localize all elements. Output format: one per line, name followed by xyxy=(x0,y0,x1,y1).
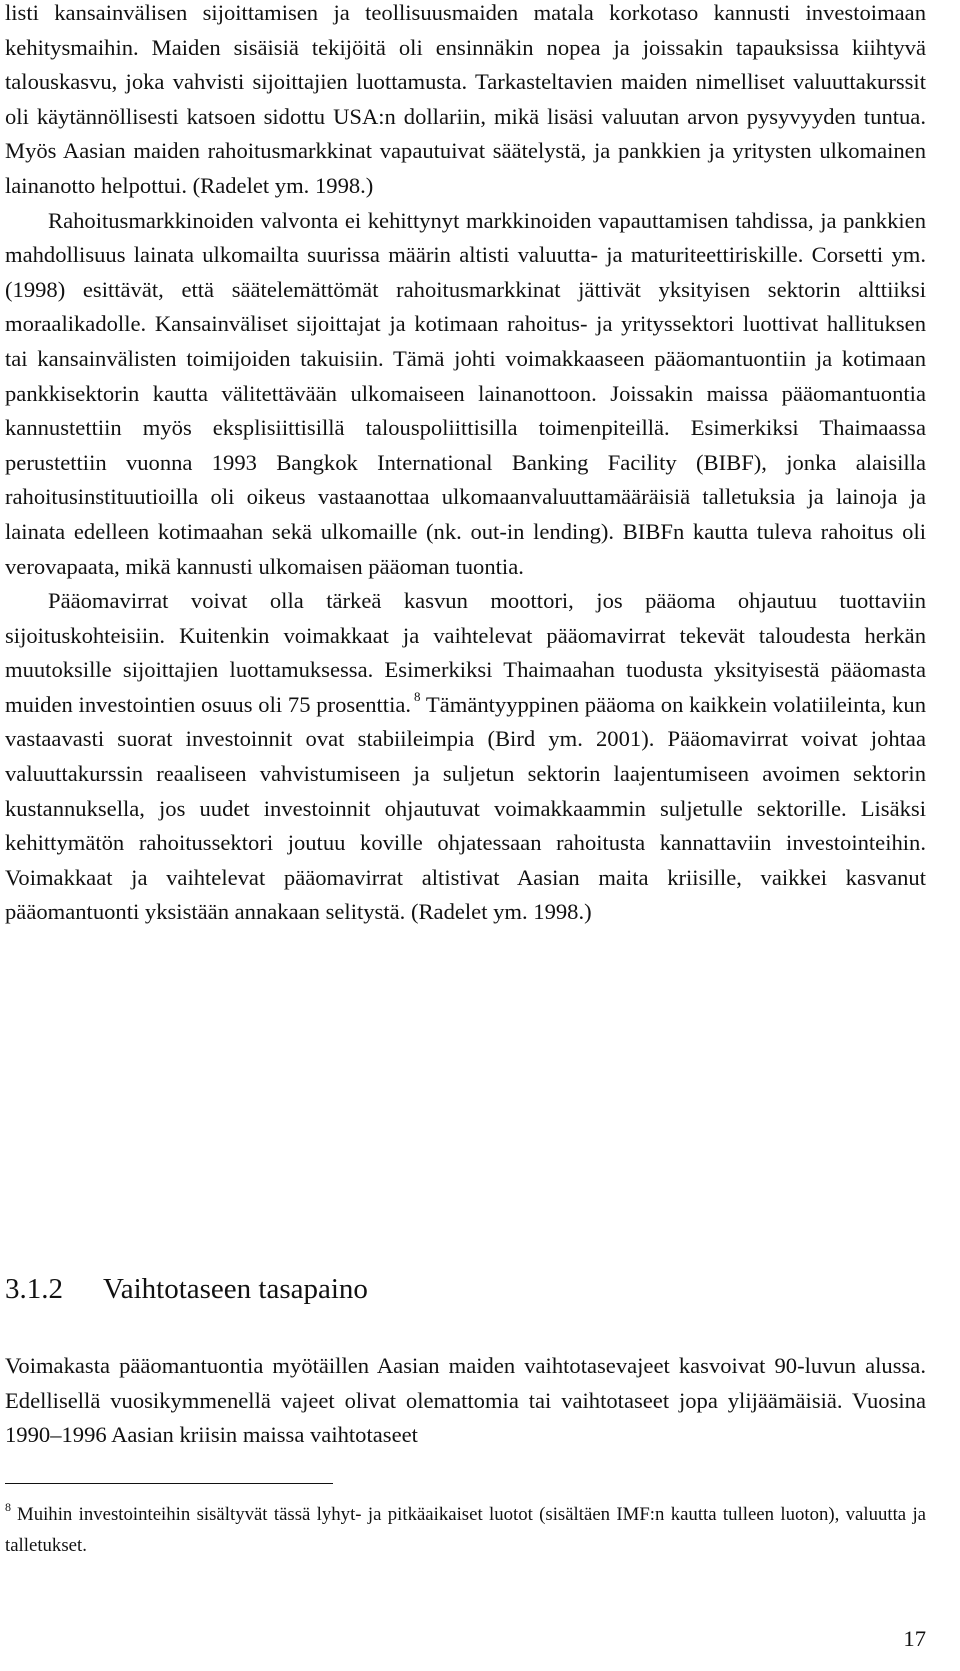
section-paragraph: Voimakasta pääomantuontia myötäillen Aasian maiden vaihtotasevajeet kasvoivat 90-luvun alussa. Edellisellä vuosikymmenellä vajeet olivat olemattomia tai vaihtotaseet jopa ylijäämäisiä. Vuosina 1990–1996 Aasian kriisin maissa vaihtotaseet xyxy=(5,1353,926,1448)
section-heading xyxy=(5,1269,926,1309)
footnote-divider xyxy=(5,1483,333,1484)
paragraph-3-part-2: Tämäntyyppinen pääoma on kaikkein volatiileinta, kun vastaavasti suorat investoinnit ovat stabiileimpia (Bird ym. 2001). Pääomavirrat voivat johtaa valuuttakurssin reaaliseen vahvistumiseen ja suljetun sektorin laajentumiseen avoimen sektorin kustannuksella, jos uudet investoinnit ohjautuvat voimakkaammin suljetulle sektorille. Lisäksi kehittymätön rahoitussektori joutuu koville ohjatessaan rahoitusta kannattaviin investointeihin. Voimakkaat ja vaihtelevat pääomavirrat altistivat Aasian maita kriisille, vaikkei kasvanut pääomantuonti yksistään annakaan selitystä. (Radelet ym. 1998.) xyxy=(5,691,926,925)
footnote-mark: 8 xyxy=(5,1500,11,1514)
page-number: 17 xyxy=(903,1626,926,1651)
paragraph-2: Rahoitusmarkkinoiden valvonta ei kehittynyt markkinoiden vapauttamisen tahdissa, ja pankkien mahdollisuus lainata ulkomailta suurissa määrin altisti valuutta- ja maturiteettiriskille. Corsetti ym. (1998) esittävät, että säätelemättömät rahoitusmarkkinat jättivät yksityisen sektorin alttiiksi moraalikadolle. Kansainväliset sijoittajat ja kotimaan rahoitus- ja yrityssektori luottivat hallituksen tai kansainvälisten toimijoiden takuisiin. Tämä johti voimakkaaseen pääomantuontiin ja kotimaan pankkisektorin kautta välitettävään ulkomaiseen lainanottoon. Joissakin maissa pääomantuontia kannustettiin myös eksplisiittisillä talouspoliittisilla toimenpiteillä. Esimerkiksi Thaimaassa perustettiin vuonna 1993 Bangkok International Banking Facility (BIBF), jonka alaisilla rahoitusinstituutioilla oli oikeus vastaanottaa ulkomaanvaluuttamääräisiä talletuksia ja lainoja ja lainata edelleen kotimaahan sekä ulkomaille (nk. out-in lending). BIBFn kautta tuleva rahoitus oli verovapaata, mikä kannusti ulkomaisen pääoman tuontia. xyxy=(5,207,926,579)
paragraph-3-part-1: Pääomavirrat voivat olla tärkeä kasvun moottori, jos pääoma ohjautuu tuottaviin sijoituskohteisiin. Kuitenkin voimakkaat ja vaihtelevat pääomavirrat tekevät taloudesta herkän muutoksille sijoittajien luottamuksessa. Esimerkiksi Thaimaahan tuodusta yksityisestä pääomasta muiden investointien osuus oli 75 prosenttia. xyxy=(5,588,926,717)
section-title: Vaihtotaseen tasapaino xyxy=(103,1273,368,1305)
body-text xyxy=(5,0,926,930)
footnote-reference[interactable]: 8 xyxy=(414,688,421,704)
paragraph-1: listi kansainvälisen sijoittamisen ja teollisuusmaiden matala korkotaso kannusti investoimaan kehitysmaihin. Maiden sisäisiä tekijöitä oli ensinnäkin nopea ja joissakin tapauksissa kiihtyvä talouskasvu, joka vahvisti sijoittajien luottamusta. Tarkasteltavien maiden nimelliset valuuttakurssit oli käytännöllisesti katsoen sidottu USA:n dollariin, mikä lisäsi valuutan arvon pysyvyyden tuntua. Myös Aasian maiden rahoitusmarkkinat vapautuivat säätelystä, ja pankkien ja yritysten ulkomainen lainanotto helpottui. (Radelet ym. 1998.) xyxy=(5,0,926,198)
section-number: 3.1.2 xyxy=(5,1273,63,1305)
paragraph-3 xyxy=(5,584,926,930)
section-body xyxy=(5,1349,926,1453)
footnote xyxy=(5,1499,926,1561)
footnote-text: Muihin investointeihin sisältyvät tässä lyhyt- ja pitkäaikaiset luotot (sisältäen IMF:n kautta tulleen luoton), valuutta ja talletukset. xyxy=(5,1504,926,1556)
